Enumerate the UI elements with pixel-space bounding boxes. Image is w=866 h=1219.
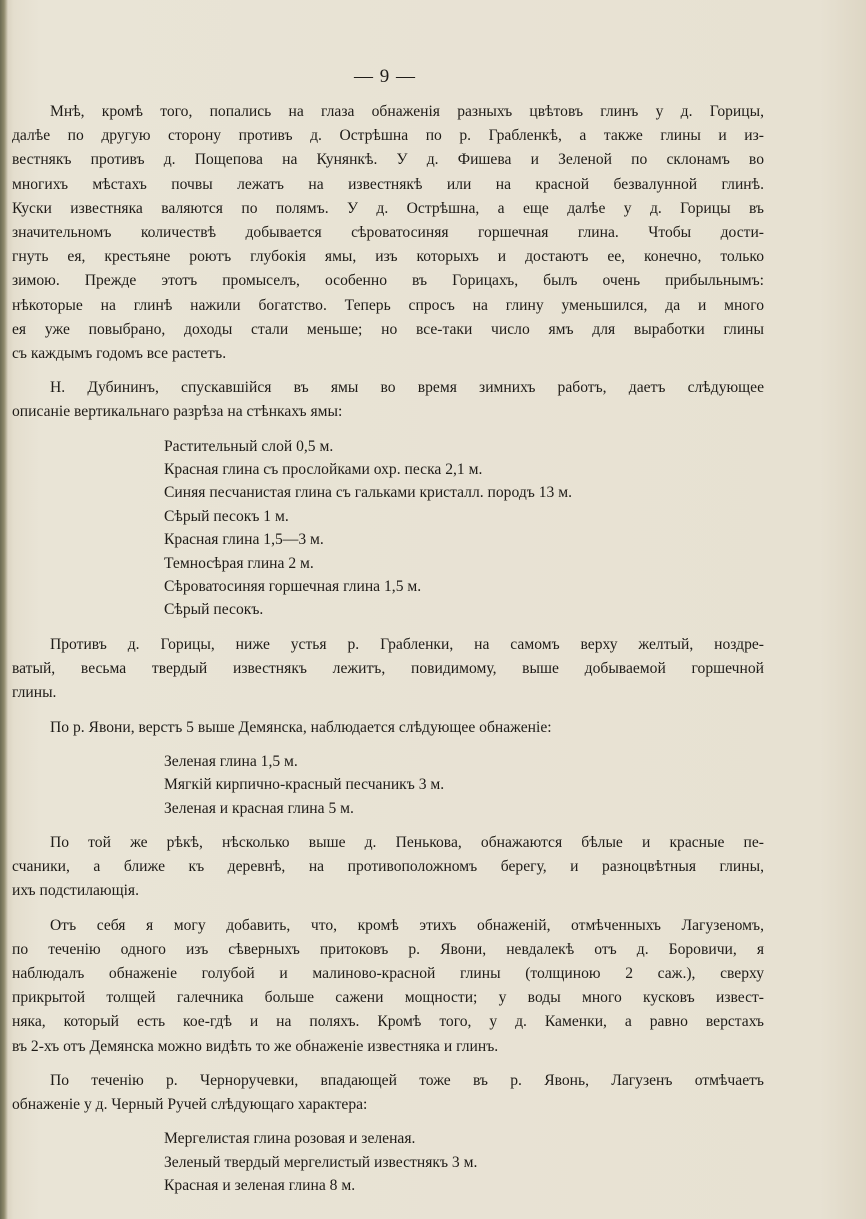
layer-list-item: Мергелистая глина розовая и зеленая.: [164, 1130, 416, 1148]
layer-list-item: Зеленая глина 1,5 м.: [164, 752, 298, 770]
text-line: съ каждымъ годомъ все растетъ.: [12, 345, 227, 363]
text-line: вестнякъ противъ д. Пощепова на Кунянкѣ. У д. Фишева и Зеленой по склонамъ во: [12, 151, 764, 169]
text-line: по теченію одного изъ сѣверныхъ притоковъ р. Явони, невдалекѣ отъ д. Боровичи, я: [12, 940, 764, 958]
text-line: По той же рѣкѣ, нѣсколько выше д. Пенькова, обнажаются бѣлые и красные пе-: [50, 833, 764, 851]
page-number: — 9 —: [354, 66, 416, 87]
text-line: счаники, а ближе къ деревнѣ, на противоположномъ берегу, и разноцвѣтныя глины,: [12, 858, 764, 876]
layer-list-item: Сѣрый песокъ.: [164, 601, 264, 619]
paragraph: [12, 716, 764, 740]
layer-list-item: Мягкій кирпично-красный песчаникъ 3 м.: [164, 776, 445, 794]
text-line: значительномъ количествѣ добывается сѣроватосиняя горшечная глина. Чтобы дости-: [12, 224, 764, 242]
text-line: обнаженіе у д. Черный Ручей слѣдующаго характера:: [12, 1095, 368, 1113]
layer-list-item: Темносѣрая глина 2 м.: [164, 554, 314, 572]
text-line: наблюдалъ обнаженіе голубой и малиново-красной глины (толщиною 2 саж.), сверху: [12, 964, 764, 982]
text-line: описаніе вертикальнаго разрѣза на стѣнкахъ ямы:: [12, 403, 343, 421]
book-spine-edge: [0, 0, 8, 1219]
layer-list: [164, 435, 764, 622]
layer-list-item: Красная и зеленая глина 8 м.: [164, 1176, 356, 1194]
text-line: ватый, весьма твердый известнякъ лежитъ, повидимому, выше добываемой горшечной: [12, 660, 764, 678]
layer-list-item: Зеленый твердый мергелистый известнякъ 3 м.: [164, 1153, 478, 1171]
text-line: няка, который есть кое-гдѣ и на поляхъ. Кромѣ того, у д. Каменки, а равно верстахъ: [12, 1013, 764, 1031]
text-line: По р. Явони, верстъ 5 выше Демянска, наблюдается слѣдующее обнаженіе:: [50, 718, 552, 736]
layer-list-item: Растительный слой 0,5 м.: [164, 437, 334, 455]
text-line: Отъ себя я могу добавить, что, кромѣ этихъ обнаженій, отмѣченныхъ Лагузеномъ,: [50, 916, 764, 934]
layer-list-item: Сѣрый песокъ 1 м.: [164, 507, 289, 525]
layer-list-item: Зеленая и красная глина 5 м.: [164, 799, 354, 817]
text-line: Куски известняка валяются по полямъ. У д. Острѣшна, а еще далѣе у д. Горицы въ: [12, 199, 764, 217]
layer-list-item: Сѣроватосиняя горшечная глина 1,5 м.: [164, 578, 422, 596]
paragraph: [12, 376, 764, 424]
text-line: зимою. Прежде этотъ промыселъ, особенно въ Горицахъ, былъ очень прибыльнымъ:: [12, 272, 764, 290]
paragraph: [12, 914, 764, 1059]
text-line: ихъ подстилающія.: [12, 882, 139, 900]
page-body: [12, 100, 764, 1208]
text-line: глины.: [12, 684, 57, 702]
text-line: многихъ мѣстахъ почвы лежатъ на известнякѣ или на красной безвалунной глинѣ.: [12, 175, 764, 193]
paragraph: [12, 633, 764, 706]
text-line: Мнѣ, кромѣ того, попались на глаза обнаженія разныхъ цвѣтовъ глинъ у д. Горицы,: [50, 103, 764, 120]
text-line: Н. Дубининъ, спускавшійся въ ямы во время зимнихъ работъ, даетъ слѣдующее: [50, 379, 764, 397]
paragraph: [12, 100, 764, 366]
paragraph: [12, 831, 764, 904]
text-line: гнуть ея, крестьяне роютъ глубокія ямы, изъ которыхъ и достаютъ ее, конечно, только: [12, 248, 764, 266]
text-line: прикрытой толщей галечника больше сажени мощности; у воды много кусковъ извест-: [12, 989, 764, 1007]
text-line: По теченію р. Черноручевки, впадающей тоже въ р. Явонь, Лагузенъ отмѣчаетъ: [50, 1071, 764, 1089]
text-line: ея уже повыбрано, доходы стали меньше; но все-таки число ямъ для выработки глины: [12, 320, 764, 338]
layer-list-item: Красная глина съ прослойками охр. песка 2,1 м.: [164, 461, 483, 479]
text-line: далѣе по другую сторону противъ д. Острѣшна по р. Грабленкѣ, а также глины и из-: [12, 127, 764, 145]
layer-list: [164, 750, 764, 820]
text-line: въ 2-хъ отъ Демянска можно видѣть то же обнаженіе известняка и глинъ.: [12, 1037, 499, 1055]
layer-list: [164, 1127, 764, 1197]
text-line: Противъ д. Горицы, ниже устья р. Грабленки, на самомъ верху желтый, ноздре-: [50, 635, 764, 653]
layer-list-item: Синяя песчанистая глина съ гальками кристалл. породъ 13 м.: [164, 484, 572, 502]
paragraph: [12, 1069, 764, 1117]
text-line: нѣкоторые на глинѣ нажили богатство. Теперь спросъ на глину уменьшился, да и много: [12, 296, 764, 314]
layer-list-item: Красная глина 1,5—3 м.: [164, 531, 324, 549]
